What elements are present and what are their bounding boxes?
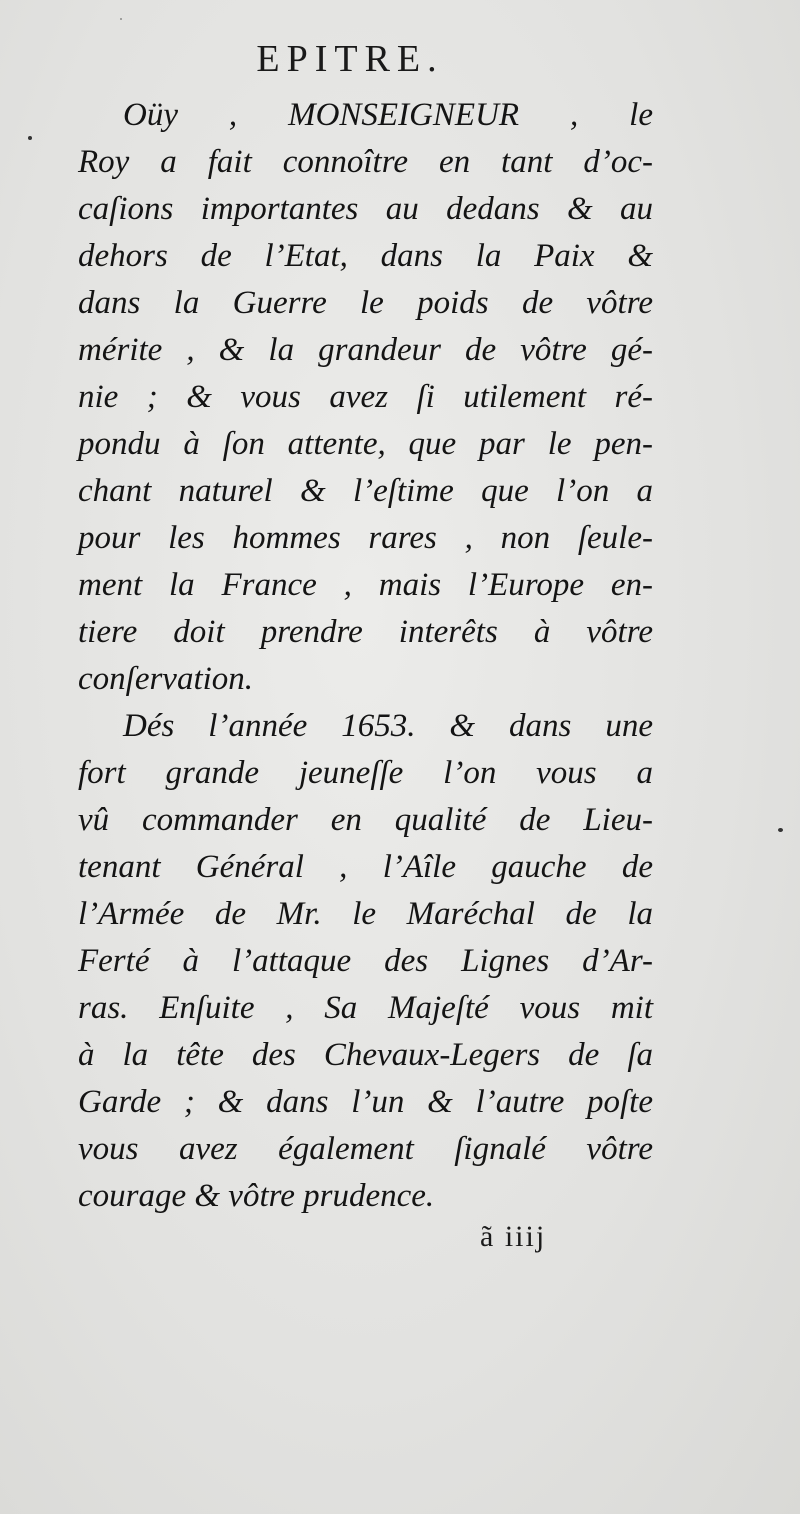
body-text [78,92,653,1220]
text-line: nie ; & vous avez ſi utilement ré- [78,379,653,415]
text-line: mérite , & la grandeur de vôtre gé- [78,332,653,368]
ink-speck [778,828,783,832]
text-line: l’Armée de Mr. le Maréchal de la [78,896,653,932]
signature-mark: ã iiij [480,1220,547,1253]
text-line: fort grande jeuneſſe l’on vous a [78,755,653,791]
text-line: pondu à ſon attente, que par le pen- [78,426,653,462]
text-line: Roy a fait connoître en tant d’oc- [78,144,653,180]
text-line: tiere doit prendre interêts à vôtre [78,614,653,650]
text-line: chant naturel & l’eſtime que l’on a [78,473,653,509]
text-line: ras. Enſuite , Sa Majeſté vous mit [78,990,653,1026]
text-line: vû commander en qualité de Lieu- [78,802,653,838]
text-line: pour les hommes rares , non ſeule- [78,520,653,556]
text-line: Dés l’année 1653. & dans une [123,708,653,744]
text-line: Oüy , MONSEIGNEUR , le [123,97,653,133]
text-line: tenant Général , l’Aîle gauche de [78,849,653,885]
running-header: EPITRE. [256,38,444,80]
text-line: conſervation. [78,661,254,697]
ink-speck [28,136,32,140]
text-line: ment la France , mais l’Europe en- [78,567,653,603]
text-line: dehors de l’Etat, dans la Paix & [78,238,653,274]
text-line: Garde ; & dans l’un & l’autre poſte [78,1084,653,1120]
text-line: courage & vôtre prudence. [78,1178,435,1214]
text-line: dans la Guerre le poids de vôtre [78,285,653,321]
text-line: Ferté à l’attaque des Lignes d’Ar- [78,943,653,979]
text-line: vous avez également ſignalé vôtre [78,1131,653,1167]
text-line: caſions importantes au dedans & au [78,191,653,227]
ink-speck [120,18,122,20]
text-line: à la tête des Chevaux-Legers de ſa [78,1037,653,1073]
